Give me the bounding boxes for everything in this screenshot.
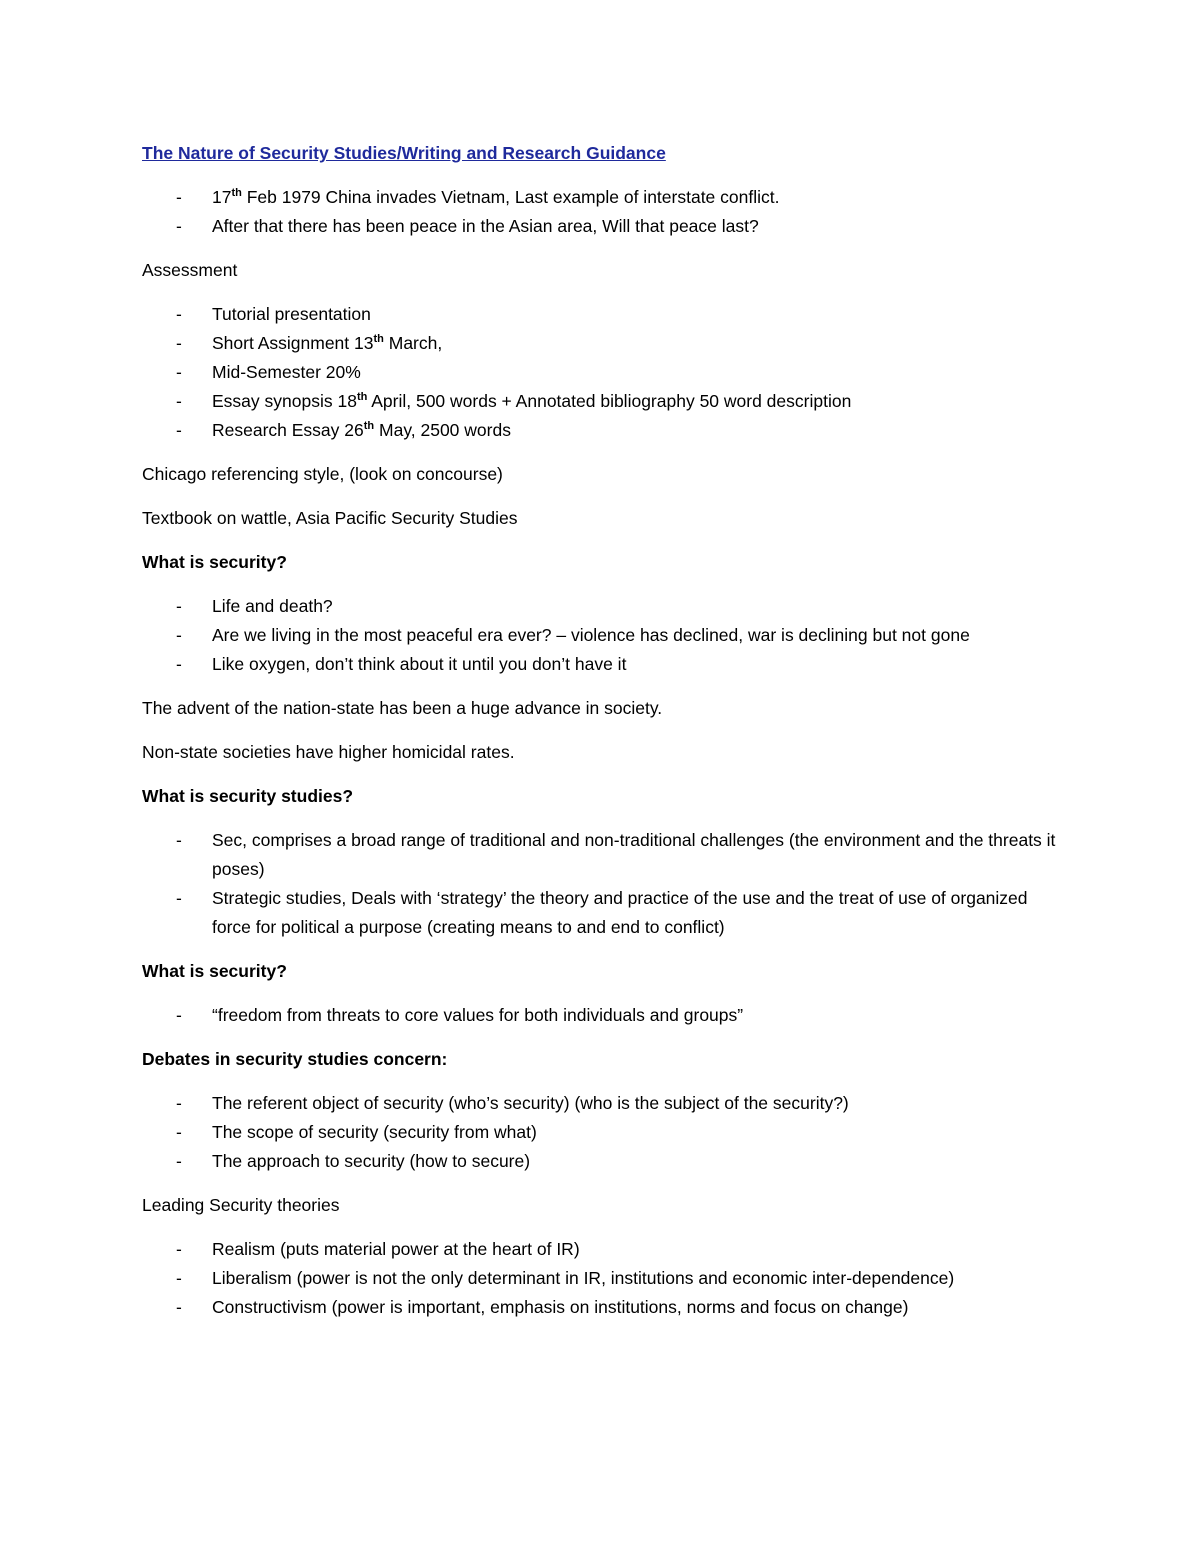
list-item-text: Feb 1979 China invades Vietnam, Last example of interstate conflict. <box>241 187 780 207</box>
intro-list <box>142 183 1062 241</box>
list-item <box>142 621 1062 650</box>
list-item-text: March, <box>383 333 443 353</box>
document-title: The Nature of Security Studies/Writing and Research Guidance <box>142 143 666 163</box>
dash-bullet: - <box>176 304 182 324</box>
list-item <box>142 1147 1062 1176</box>
what-is-security-heading-2: What is security? <box>142 961 287 981</box>
chicago-paragraph: Chicago referencing style, (look on concourse) <box>142 464 503 484</box>
list-item-text: Sec, comprises a broad range of traditional and non-traditional challenges (the environment and the threats it poses) <box>212 830 1056 879</box>
list-item <box>142 592 1062 621</box>
dash-bullet: - <box>176 888 182 908</box>
what-is-security-list <box>142 592 1062 679</box>
ordinal-suffix: th <box>363 420 375 433</box>
list-item <box>142 1118 1062 1147</box>
list-item-text: Tutorial presentation <box>212 304 371 324</box>
list-item-text: Like oxygen, don’t think about it until you don’t have it <box>212 654 627 674</box>
dash-bullet: - <box>176 1239 182 1259</box>
ordinal-suffix: th <box>231 187 242 200</box>
debates-heading: Debates in security studies concern: <box>142 1049 448 1069</box>
list-item-text: “freedom from threats to core values for both individuals and groups” <box>212 1005 744 1025</box>
dash-bullet: - <box>176 1122 182 1142</box>
dash-bullet: - <box>176 596 182 616</box>
list-item-text: Life and death? <box>212 596 333 616</box>
dash-bullet: - <box>176 1297 182 1317</box>
list-item <box>142 1293 1062 1322</box>
list-item-text: April, 500 words + Annotated bibliography 50 word description <box>367 391 852 411</box>
list-item <box>142 1089 1062 1118</box>
dash-bullet: - <box>176 187 182 207</box>
list-item-text: May, 2500 words <box>374 420 511 440</box>
non-state-paragraph: Non-state societies have higher homicidal rates. <box>142 742 515 762</box>
list-item-text: Research Essay 26 <box>212 420 364 440</box>
textbook-paragraph: Textbook on wattle, Asia Pacific Security Studies <box>142 508 518 528</box>
list-item-text: After that there has been peace in the Asian area, Will that peace last? <box>212 216 759 236</box>
assessment-list <box>142 300 1062 445</box>
list-item <box>142 1235 1062 1264</box>
list-item-text: The referent object of security (who’s security) (who is the subject of the security?) <box>212 1093 849 1113</box>
dash-bullet: - <box>176 625 182 645</box>
assessment-heading: Assessment <box>142 260 238 280</box>
security-studies-heading: What is security studies? <box>142 786 354 806</box>
list-item-text: Short Assignment 13 <box>212 333 374 353</box>
list-item <box>142 300 1062 329</box>
list-item-text: Constructivism (power is important, emphasis on institutions, norms and focus on change) <box>212 1297 909 1317</box>
list-item <box>142 1264 1062 1293</box>
dash-bullet: - <box>176 216 182 236</box>
dash-bullet: - <box>176 830 182 850</box>
list-item <box>142 358 1062 387</box>
dash-bullet: - <box>176 391 182 411</box>
dash-bullet: - <box>176 654 182 674</box>
list-item-text: Strategic studies, Deals with ‘strategy’ the theory and practice of the use and the treat of use of organized force for political a purpose (creating means to and end to conflict) <box>212 888 1028 937</box>
theories-heading: Leading Security theories <box>142 1195 340 1215</box>
dash-bullet: - <box>176 333 182 353</box>
list-item-text: Essay synopsis 18 <box>212 391 357 411</box>
list-item-text: Are we living in the most peaceful era ever? – violence has declined, war is declining but not gone <box>212 625 970 645</box>
dash-bullet: - <box>176 420 182 440</box>
ordinal-suffix: th <box>356 391 368 404</box>
list-item-text: Liberalism (power is not the only determinant in IR, institutions and economic inter-dependence) <box>212 1268 955 1288</box>
list-item <box>142 1001 1062 1030</box>
list-item <box>142 884 1062 942</box>
list-item <box>142 387 1062 416</box>
dash-bullet: - <box>176 1093 182 1113</box>
dash-bullet: - <box>176 1151 182 1171</box>
list-item <box>142 416 1062 445</box>
list-item-text: 17 <box>212 187 232 207</box>
theories-list <box>142 1235 1062 1322</box>
nation-state-paragraph: The advent of the nation-state has been a huge advance in society. <box>142 698 663 718</box>
debates-list <box>142 1089 1062 1176</box>
list-item-text: The scope of security (security from what) <box>212 1122 537 1142</box>
dash-bullet: - <box>176 362 182 382</box>
definition-list <box>142 1001 1062 1030</box>
list-item-text: Realism (puts material power at the heart of IR) <box>212 1239 580 1259</box>
dash-bullet: - <box>176 1268 182 1288</box>
list-item-text: Mid-Semester 20% <box>212 362 361 382</box>
list-item-text: The approach to security (how to secure) <box>212 1151 531 1171</box>
list-item <box>142 183 1062 212</box>
list-item <box>142 826 1062 884</box>
security-studies-list <box>142 826 1062 942</box>
document-page <box>142 139 1062 1337</box>
what-is-security-heading: What is security? <box>142 552 287 572</box>
list-item <box>142 650 1062 679</box>
list-item <box>142 212 1062 241</box>
ordinal-suffix: th <box>373 333 384 346</box>
list-item <box>142 329 1062 358</box>
dash-bullet: - <box>176 1005 182 1025</box>
